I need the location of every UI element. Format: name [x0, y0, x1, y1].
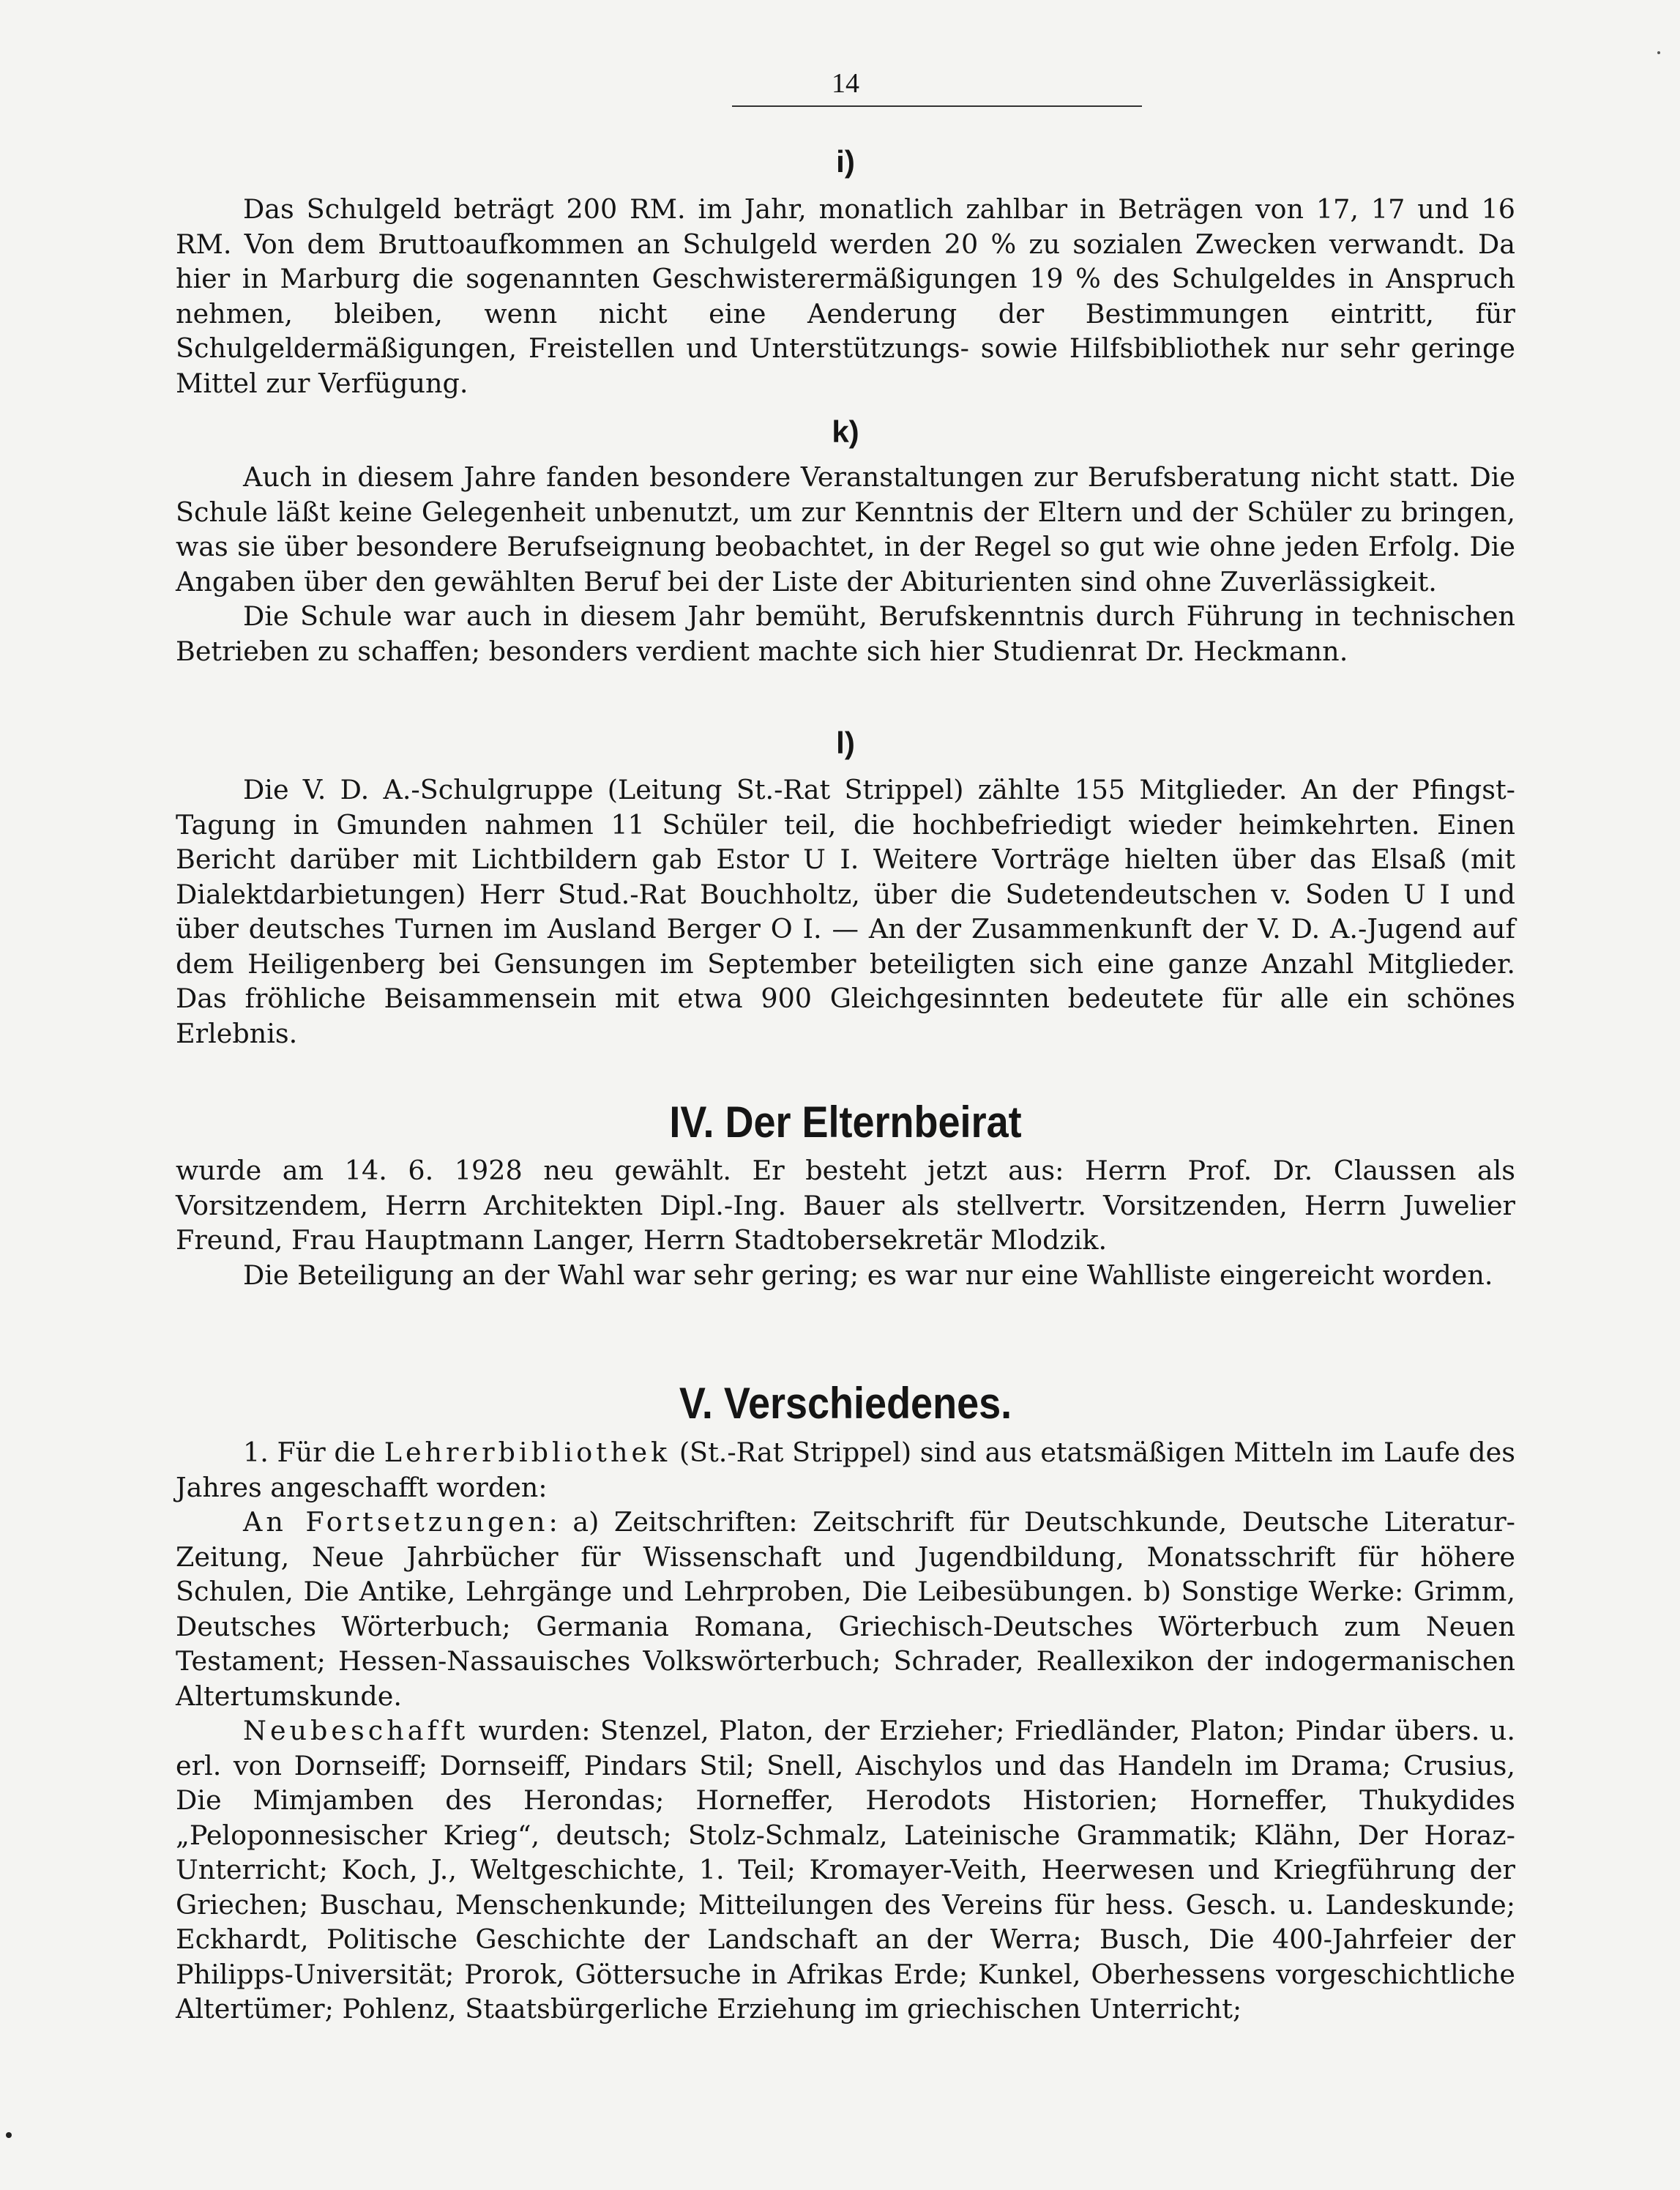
section-i-paragraph: Das Schulgeld beträgt 200 RM. im Jahr, monatlich zahlbar in Beträgen von 17, 17 und 16 RM. Von dem Bruttoaufkommen an Schulgeld werden 20 % zu sozialen Zwecken verwandt. Da hier in Marburg die sogenannten Geschwisterermäßigungen 19 % des Schulgeldes in Anspruch nehmen, bleiben, wenn nicht eine Aenderung der Bestimmungen eintritt, für Schulgeldermäßigungen, Freistellen und Unterstützungs- sowie Hilfsbibliothek nur sehr geringe Mittel zur Verfügung.	[176, 193, 1515, 399]
heading-elternbeirat: IV. Der Elternbeirat	[669, 1098, 1022, 1147]
section-l-paragraph: Die V. D. A.-Schulgruppe (Leitung St.-Rat Strippel) zählte 155 Mitglieder. An der Pfingst-Tagung in Gmunden nahmen 11 Schüler teil, die hochbefriedigt wieder heimkehrten. Einen Bericht darüber mit Lichtbildern gab Estor U I. Weitere Vorträge hielten über das Elsaß (mit Dialektdarbietungen) Herr Stud.-Rat Bouchholtz, über die Sudetendeutschen v. Soden U I und über deutsches Turnen im Ausland Berger O I. — An der Zusammenkunft der V. D. A.-Jugend auf dem Heiligenberg bei Gensungen im September beteiligten sich eine ganze Anzahl Mitglieder. Das fröhliche Beisammensein mit etwa 900 Gleichgesinnten bedeutete für alle ein schönes Erlebnis.	[176, 774, 1515, 1049]
lehrerbibliothek-paragraph	[176, 1435, 1515, 1505]
scan-speck-small	[1657, 51, 1660, 54]
elternbeirat-paragraph-2: Die Beteiligung an der Wahl war sehr gering; es war nur eine Wahlliste eingereicht worden.	[243, 1259, 1493, 1291]
neubeschafft-rest: wurden: Stenzel, Platon, der Erzieher; Friedländer, Platon; Pindar übers. u. erl. von Dornseiff; Dornseiff, Pindars Stil; Snell, Aischylos und das Handeln im Drama; Crusius, Die Mimjamben des Herondas; Horneffer, Herodots Historien; Horneffer, Thukydides „Peloponnesischer Krieg“, deutsch; Stolz-Schmalz, Lateinische Grammatik; Klähn, Der Horaz-Unterricht; Koch, J., Weltgeschichte, 1. Teil; Kromayer-Veith, Heerwesen und Kriegführung der Griechen; Buschau, Menschenkunde; Mitteilungen des Vereins für hess. Gesch. u. Landeskunde; Eckhardt, Politische Geschichte der Landschaft an der Werra; Busch, Die 400-Jahrfeier der Philipps-Universität; Prorok, Göttersuche in Afrikas Erde; Kunkel, Oberhessens vorgeschichtliche Altertümer; Pohlenz, Staatsbürgerliche Erziehung im griechischen Unterricht;	[176, 1715, 1515, 2025]
section-letter-l: l)	[836, 726, 855, 760]
page-number: 14	[832, 68, 859, 99]
verschiedenes-body	[176, 1435, 1515, 2027]
section-k-paragraph-1: Auch in diesem Jahre fanden besondere Veranstaltungen zur Berufsberatung nicht statt. Die Schule läßt keine Gelegenheit unbenutzt, um zur Kenntnis der Eltern und der Schüler zu bringen, was sie über besondere Berufseignung beobachtet, in der Regel so gut wie ohne jeden Erfolg. Die Angaben über den gewählten Beruf bei der Liste der Abiturienten sind ohne Zuverlässigkeit.	[176, 461, 1515, 597]
section-k-body	[176, 460, 1515, 668]
section-k-paragraph-2: Die Schule war auch in diesem Jahr bemüht, Berufskenntnis durch Führung in technischen Betrieben zu schaffen; besonders verdient machte sich hier Studienrat Dr. Heckmann.	[176, 600, 1515, 667]
fortsetzungen-paragraph	[176, 1505, 1515, 1713]
scan-speck	[6, 2132, 12, 2138]
fortsetzungen-rest: : a) Zeitschriften: Zeitschrift für Deutschkunde, Deutsche Literatur-Zeitung, Neue Jahrbücher für Wissenschaft und Jugendbildung, Monatsschrift für höhere Schulen, Die Antike, Lehrgänge und Lehrproben, Die Leibesübungen. b) Sonstige Werke: Grimm, Deutsches Wörterbuch; Germania Romana, Griechisch-Deutsches Wörterbuch zum Neuen Testament; Hessen-Nassauisches Volkswörterbuch; Schrader, Reallexikon der indogermanischen Altertumskunde.	[176, 1506, 1515, 1712]
lehrerbibliothek-rest: (St.-Rat Strippel) sind aus etatsmäßigen Mitteln im Laufe des Jahres angeschafft worden:	[176, 1437, 1516, 1503]
elternbeirat-paragraph-1: wurde am 14. 6. 1928 neu gewählt. Er besteht jetzt aus: Herrn Prof. Dr. Claussen als Vorsitzendem, Herrn Architekten Dipl.-Ing. Bauer als stellvertr. Vorsitzenden, Herrn Juwelier Freund, Frau Hauptmann Langer, Herrn Stadtobersekretär Mlodzik.	[176, 1155, 1515, 1256]
lehrerbibliothek-term: Lehrerbibliothek	[384, 1437, 671, 1468]
neubeschafft-term: Neubeschafft	[243, 1715, 469, 1746]
lehrerbibliothek-lead: 1. Für die	[243, 1437, 384, 1468]
section-i-body	[176, 192, 1515, 401]
heading-verschiedenes: V. Verschiedenes.	[679, 1379, 1012, 1428]
header-rule	[732, 105, 1142, 107]
section-l-body	[176, 772, 1515, 1051]
neubeschafft-paragraph	[176, 1713, 1515, 2027]
fortsetzungen-term: An Fortsetzungen	[243, 1506, 549, 1538]
section-letter-k: k)	[832, 414, 859, 449]
elternbeirat-body	[176, 1153, 1515, 1292]
section-letter-i: i)	[836, 144, 855, 179]
